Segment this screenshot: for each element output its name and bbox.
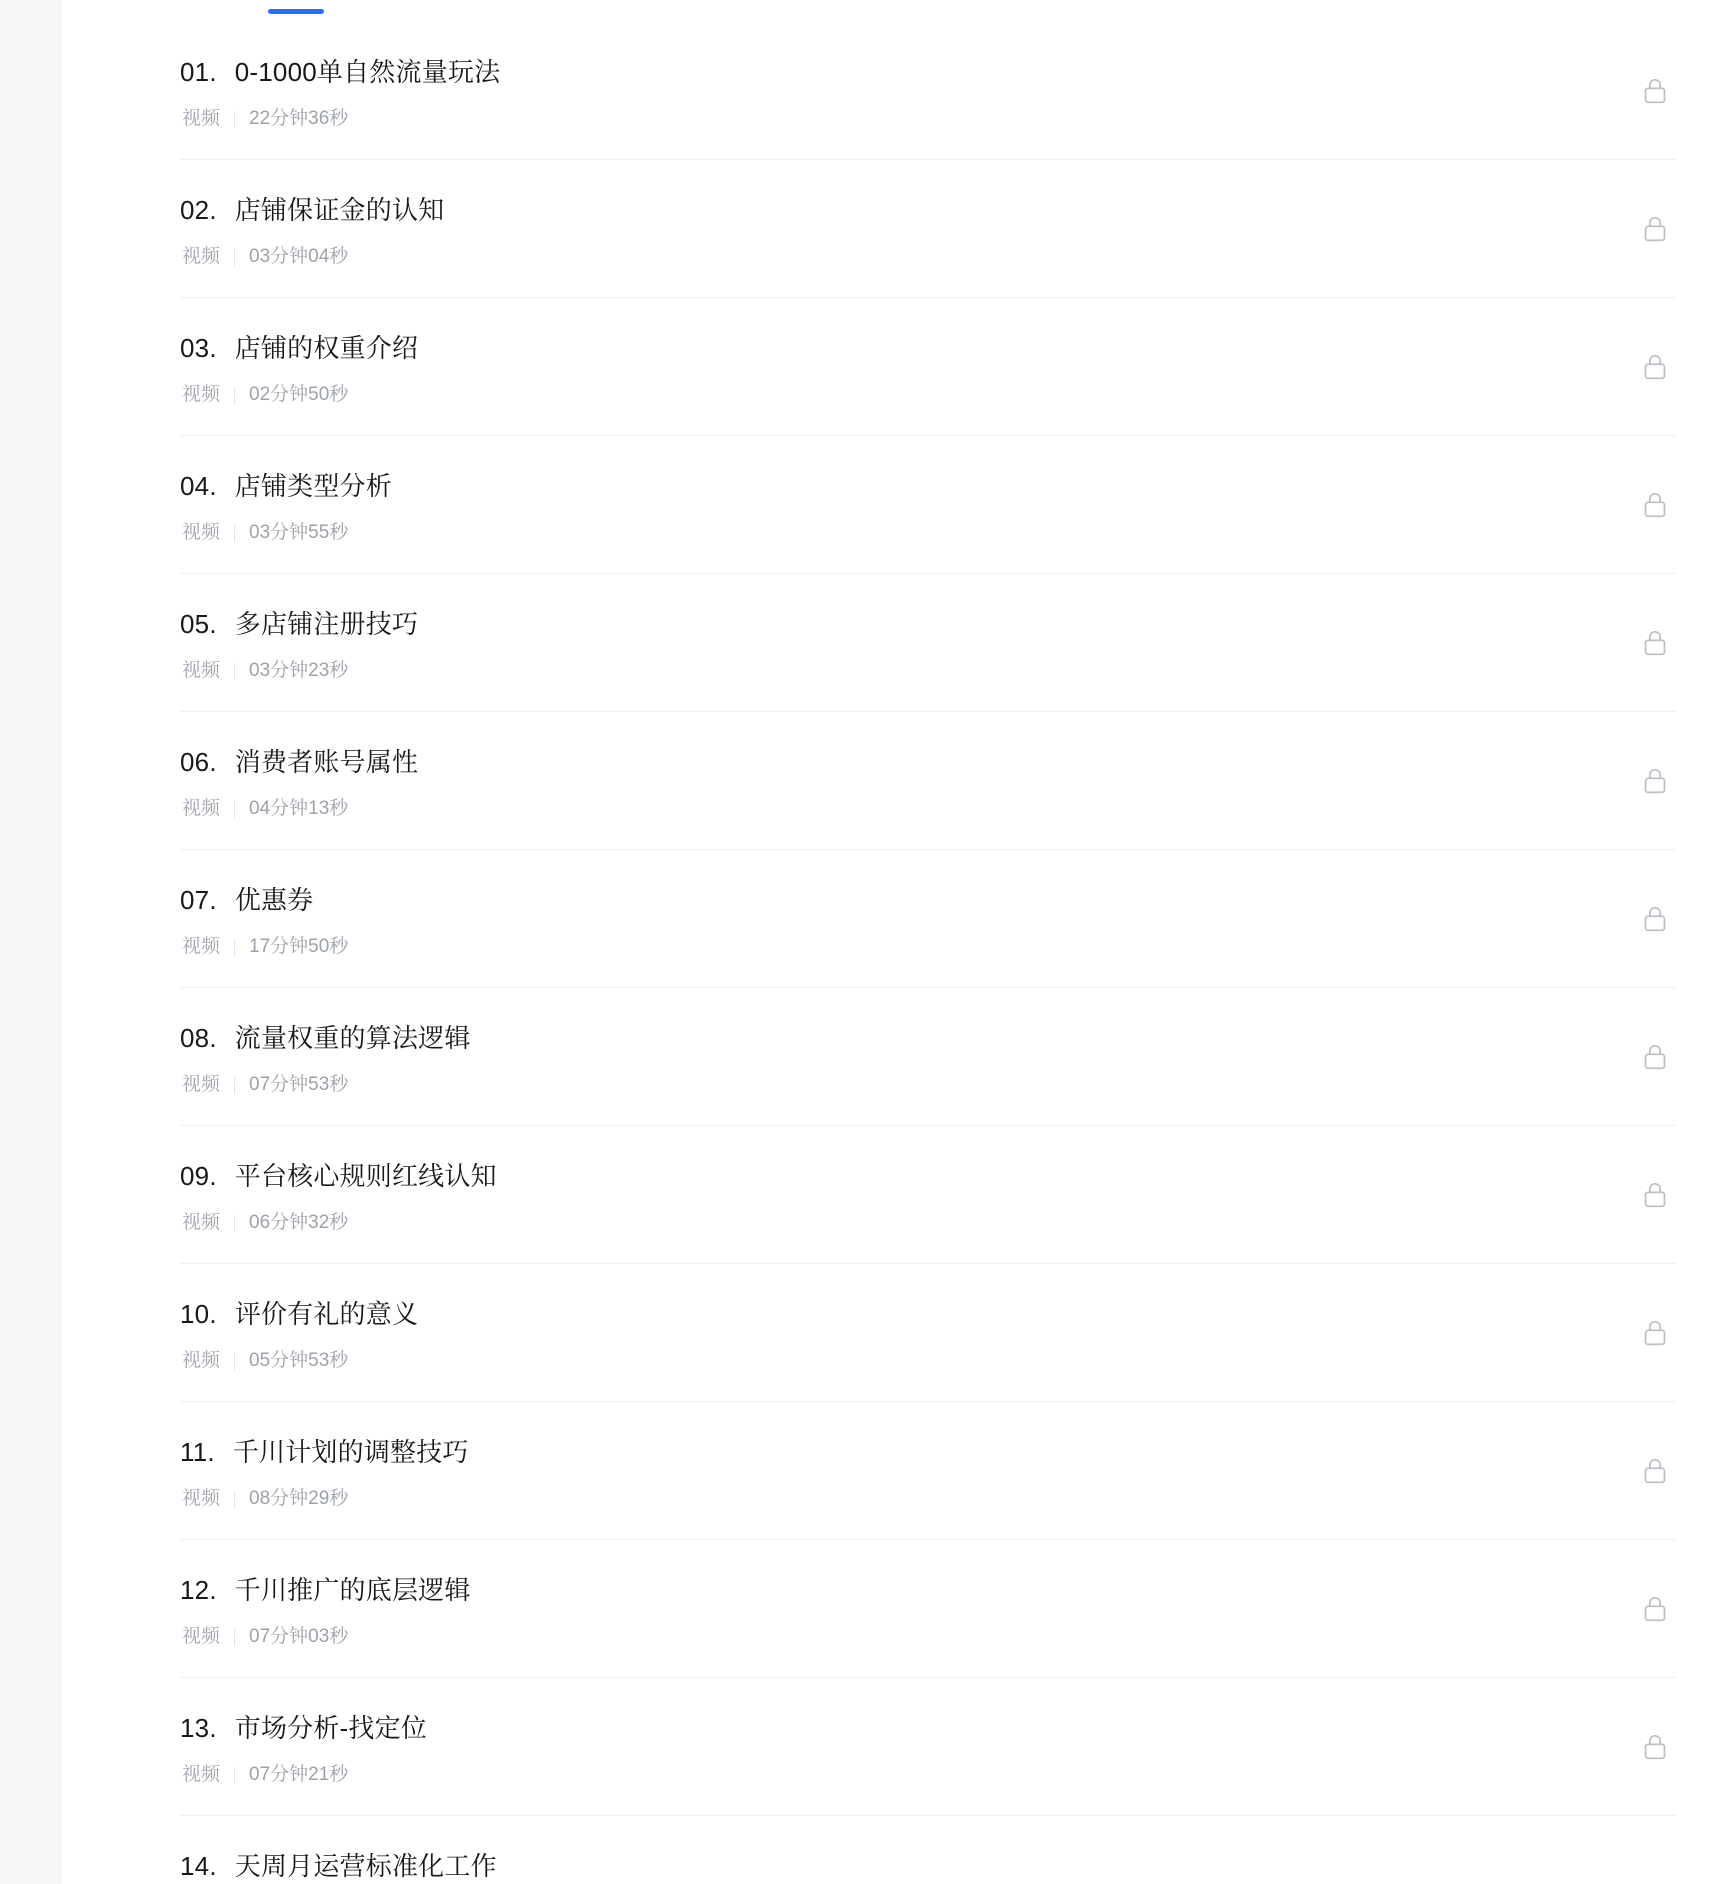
- lesson-title: [180, 330, 418, 366]
- lesson-meta: [182, 1210, 348, 1236]
- lesson-title: [180, 744, 418, 780]
- lesson-type: 视频: [182, 1764, 221, 1785]
- lesson-duration: 07分钟21秒: [249, 1764, 349, 1785]
- lesson-title-text: 店铺类型分析: [234, 471, 392, 501]
- course-catalog-card: [62, 0, 1714, 1884]
- lesson-title: [180, 882, 313, 918]
- lesson-meta: [182, 520, 348, 546]
- lesson-title: [180, 1158, 497, 1194]
- lesson-type: 视频: [182, 798, 221, 819]
- lesson-duration: 07分钟53秒: [249, 1074, 349, 1095]
- lesson-index: 11.: [180, 1437, 215, 1467]
- lesson-duration: 08分钟29秒: [249, 1488, 349, 1509]
- lesson-title: [180, 606, 418, 642]
- lesson-title-text: 市场分析-找定位: [234, 1713, 428, 1743]
- lesson-meta: [182, 244, 348, 270]
- meta-separator: [234, 1353, 235, 1370]
- lesson-index: 03.: [180, 333, 217, 363]
- list-item[interactable]: [180, 160, 1676, 298]
- lesson-title: [180, 192, 444, 228]
- lock-icon[interactable]: [1642, 353, 1668, 381]
- tab-reviews[interactable]: [372, 0, 412, 14]
- list-item[interactable]: [180, 574, 1676, 712]
- lesson-meta: [182, 106, 348, 132]
- lesson-title-text: 千川推广的底层逻辑: [234, 1575, 471, 1605]
- lesson-type: 视频: [182, 246, 221, 267]
- meta-separator: [234, 1077, 235, 1094]
- lesson-duration: 05分钟53秒: [249, 1350, 349, 1371]
- lesson-title-text: 天周月运营标准化工作: [234, 1851, 497, 1881]
- lesson-title: [180, 1572, 471, 1608]
- list-item[interactable]: [180, 1126, 1676, 1264]
- lesson-title-text: 流量权重的算法逻辑: [234, 1023, 471, 1053]
- lesson-title-text: 店铺保证金的认知: [234, 195, 445, 225]
- lesson-title-text: 0-1000单自然流量玩法: [234, 57, 501, 87]
- lesson-type: 视频: [182, 1626, 221, 1647]
- lesson-index: 04.: [180, 471, 217, 501]
- lesson-type: 视频: [182, 1074, 221, 1095]
- lock-icon[interactable]: [1642, 629, 1668, 657]
- lesson-type: 视频: [182, 1212, 221, 1233]
- tab-detail[interactable]: [180, 0, 220, 14]
- lock-icon[interactable]: [1642, 215, 1668, 243]
- lesson-duration: 06分钟32秒: [249, 1212, 349, 1233]
- list-item[interactable]: [180, 1678, 1676, 1816]
- lesson-title: [180, 1848, 497, 1884]
- lesson-duration: 03分钟04秒: [249, 246, 349, 267]
- lesson-title: [180, 1020, 471, 1056]
- list-item[interactable]: [180, 850, 1676, 988]
- list-item[interactable]: [180, 1540, 1676, 1678]
- lesson-title: [180, 1434, 469, 1470]
- lesson-index: 10.: [180, 1299, 217, 1329]
- lesson-title: [180, 54, 500, 90]
- meta-separator: [234, 1491, 235, 1508]
- lesson-type: 视频: [182, 108, 221, 129]
- meta-separator: [234, 111, 235, 128]
- lesson-index: 07.: [180, 885, 217, 915]
- lock-icon[interactable]: [1642, 1595, 1668, 1623]
- lock-icon[interactable]: [1642, 767, 1668, 795]
- lesson-title-text: 千川计划的调整技巧: [232, 1437, 469, 1467]
- list-item[interactable]: [180, 298, 1676, 436]
- meta-separator: [234, 249, 235, 266]
- lock-icon[interactable]: [1642, 905, 1668, 933]
- lesson-type: 视频: [182, 522, 221, 543]
- lesson-title-text: 多店铺注册技巧: [234, 609, 419, 639]
- lesson-index: 13.: [180, 1713, 217, 1743]
- list-item[interactable]: [180, 436, 1676, 574]
- lock-icon[interactable]: [1642, 1733, 1668, 1761]
- list-item[interactable]: [180, 22, 1676, 160]
- meta-separator: [234, 387, 235, 404]
- lesson-index: 02.: [180, 195, 217, 225]
- lesson-type: 视频: [182, 660, 221, 681]
- page-left-gutter: [0, 0, 62, 1884]
- lesson-type: 视频: [182, 1488, 221, 1509]
- lesson-index: 12.: [180, 1575, 217, 1605]
- lesson-index: 14.: [180, 1851, 217, 1881]
- meta-separator: [234, 801, 235, 818]
- lesson-duration: 04分钟13秒: [249, 798, 349, 819]
- meta-separator: [234, 939, 235, 956]
- lesson-index: 09.: [180, 1161, 217, 1191]
- list-item[interactable]: [180, 1402, 1676, 1540]
- meta-separator: [234, 1215, 235, 1232]
- lesson-title-text: 评价有礼的意义: [234, 1299, 419, 1329]
- tab-catalog[interactable]: [276, 0, 316, 14]
- lock-icon[interactable]: [1642, 1319, 1668, 1347]
- lesson-list: [62, 22, 1714, 1884]
- meta-separator: [234, 663, 235, 680]
- lesson-title-text: 平台核心规则红线认知: [234, 1161, 497, 1191]
- lock-icon[interactable]: [1642, 1457, 1668, 1485]
- lesson-duration: 07分钟03秒: [249, 1626, 349, 1647]
- lock-icon[interactable]: [1642, 1043, 1668, 1071]
- lesson-meta: [182, 1624, 348, 1650]
- lesson-duration: 02分钟50秒: [249, 384, 349, 405]
- lesson-duration: 17分钟50秒: [249, 936, 349, 957]
- lesson-title: [180, 1710, 427, 1746]
- list-item[interactable]: [180, 1264, 1676, 1402]
- lesson-index: 05.: [180, 609, 217, 639]
- list-item[interactable]: [180, 1816, 1676, 1884]
- lesson-title-text: 店铺的权重介绍: [234, 333, 419, 363]
- lesson-title-text: 消费者账号属性: [234, 747, 419, 777]
- lesson-title: [180, 468, 392, 504]
- lesson-meta: [182, 934, 348, 960]
- lesson-meta: [182, 1486, 348, 1512]
- lesson-type: 视频: [182, 936, 221, 957]
- lesson-index: 08.: [180, 1023, 217, 1053]
- lesson-title-text: 优惠券: [234, 885, 314, 915]
- meta-separator: [234, 1629, 235, 1646]
- lock-icon[interactable]: [1642, 491, 1668, 519]
- lesson-meta: [182, 1072, 348, 1098]
- course-tabs[interactable]: [180, 0, 412, 20]
- list-item[interactable]: [180, 712, 1676, 850]
- lesson-meta: [182, 658, 348, 684]
- list-item[interactable]: [180, 988, 1676, 1126]
- lesson-title: [180, 1296, 418, 1332]
- lesson-index: 06.: [180, 747, 217, 777]
- lesson-meta: [182, 382, 348, 408]
- lesson-meta: [182, 1762, 348, 1788]
- lesson-duration: 03分钟55秒: [249, 522, 349, 543]
- lesson-duration: 03分钟23秒: [249, 660, 349, 681]
- lesson-duration: 22分钟36秒: [249, 108, 349, 129]
- lock-icon[interactable]: [1642, 1181, 1668, 1209]
- lesson-meta: [182, 1348, 348, 1374]
- meta-separator: [234, 1767, 235, 1784]
- lesson-type: 视频: [182, 384, 221, 405]
- lesson-type: 视频: [182, 1350, 221, 1371]
- lesson-index: 01.: [180, 57, 217, 87]
- lesson-meta: [182, 796, 348, 822]
- lock-icon[interactable]: [1642, 77, 1668, 105]
- meta-separator: [234, 525, 235, 542]
